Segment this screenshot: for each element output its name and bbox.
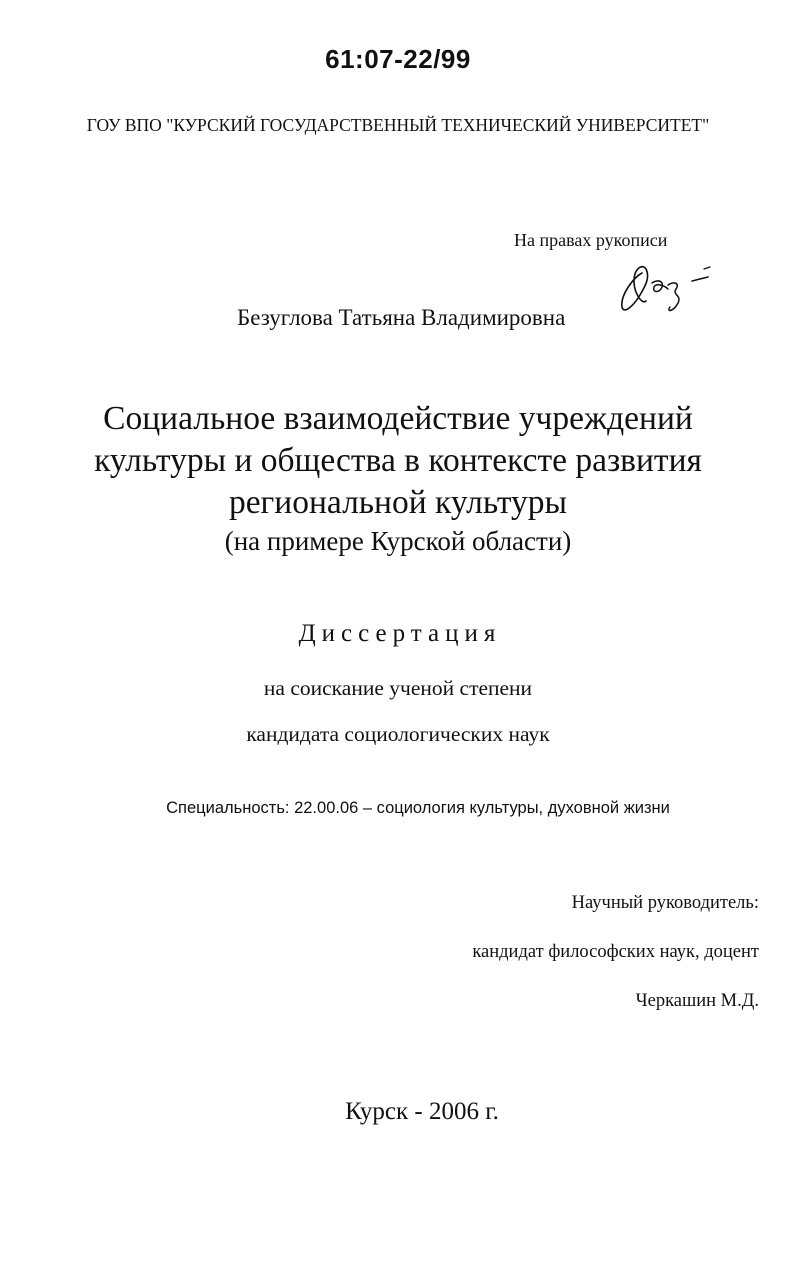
supervisor-degree: кандидат философских наук, доцент (472, 942, 759, 962)
degree-line-2: кандидата социологических наук (246, 722, 550, 746)
institution-name: ГОУ ВПО "КУРСКИЙ ГОСУДАРСТВЕННЫЙ ТЕХНИЧЕСКИЙ УНИВЕРСИТЕТ" (86, 115, 710, 135)
title-line-1: Социальное взаимодействие учреждений (103, 400, 693, 437)
signature-icon (612, 255, 722, 317)
degree-line-1: на соискание ученой степени (263, 676, 533, 700)
manuscript-note: На правах рукописи (514, 230, 668, 250)
catalog-code: 61:07-22/99 (325, 44, 471, 74)
title-subtitle: (на примере Курской области) (224, 526, 572, 556)
place-year: Курск - 2006 г. (345, 1098, 499, 1125)
supervisor-name: Черкашин М.Д. (635, 991, 759, 1011)
supervisor-label: Научный руководитель: (571, 893, 759, 913)
specialty: Специальность: 22.00.06 – социология культуры, духовной жизни (166, 799, 670, 817)
document-type: Диссертация (298, 620, 502, 647)
title-line-2: культуры и общества в контексте развития (94, 442, 702, 479)
author-name: Безуглова Татьяна Владимировна (237, 305, 566, 330)
title-line-3: региональной культуры (228, 484, 568, 521)
